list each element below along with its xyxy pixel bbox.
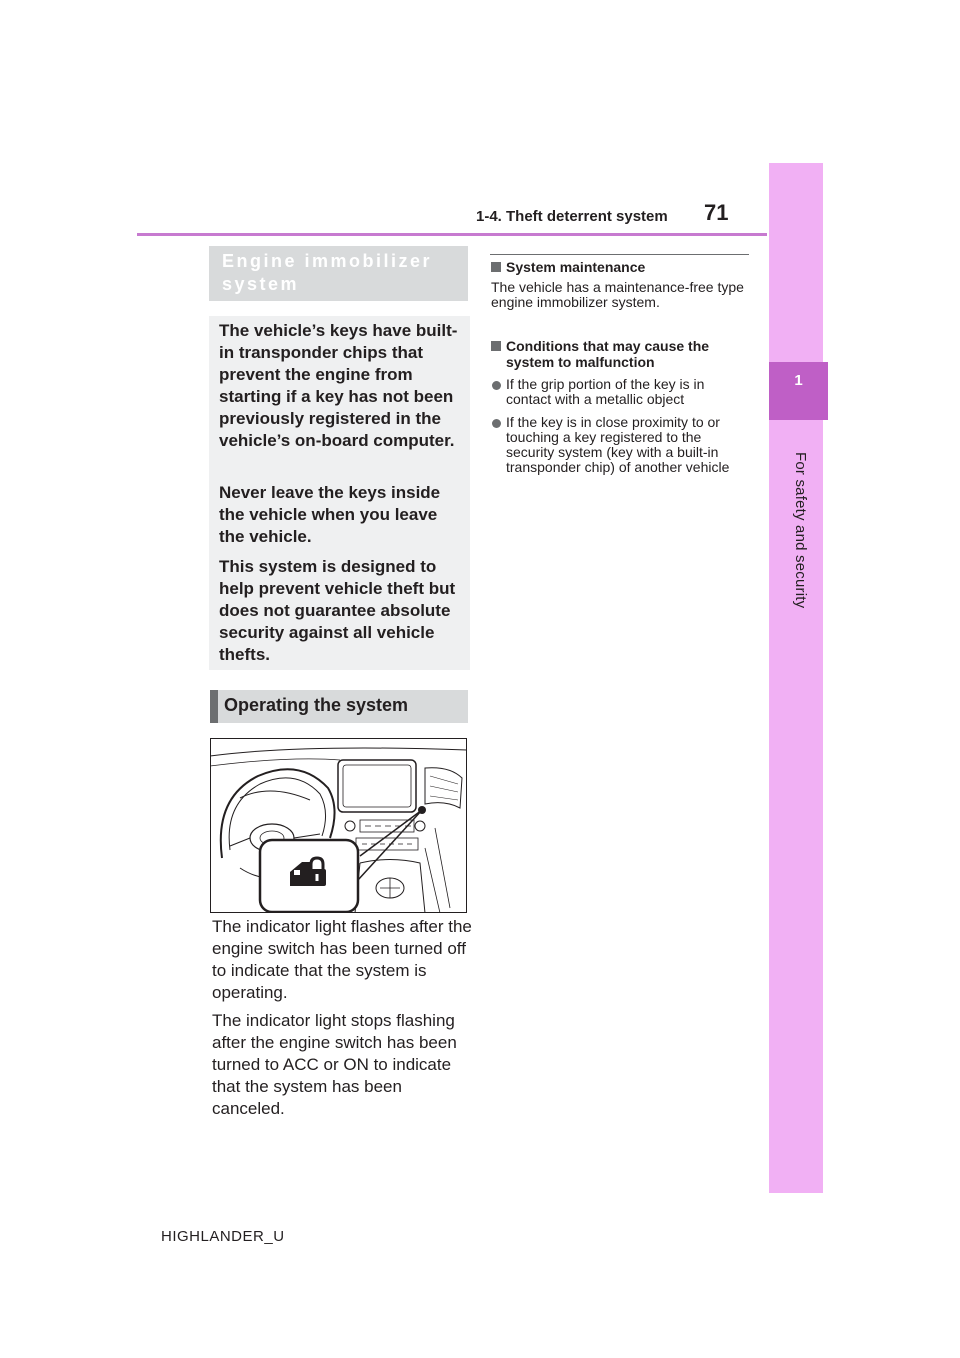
chapter-box [769, 362, 828, 420]
intro-paragraph-1: The vehicle’s keys have built-in transponder chips that prevent the engine from starting if a key has not been previously registered in the vehicle’s on-board computer. [219, 321, 458, 450]
square-bullet-icon [491, 262, 501, 272]
column-rule [490, 254, 749, 255]
section-heading-bar [210, 690, 218, 723]
page-title: Engine immobilizer system [222, 251, 433, 294]
dashboard-illustration [210, 738, 467, 913]
maintenance-heading: System maintenance [506, 259, 646, 275]
body-paragraph-1: The indicator light flashes after the engine switch has been turned off to indicate that the system is operating. [212, 917, 472, 1002]
intro-paragraph-3: This system is designed to help prevent vehicle theft but does not guarantee absolute security against all vehicle thefts. [219, 557, 456, 664]
section-title: 1-4. Theft deterrent system [476, 208, 668, 225]
body-paragraph-2: The indicator light stops flashing after the engine switch has been turned to ACC or ON to indicate that the system has been canceled. [212, 1011, 457, 1118]
section-heading: Operating the system [224, 695, 409, 715]
chapter-title: For safety and security [792, 452, 809, 609]
maintenance-text: The vehicle has a maintenance-free type engine immobilizer system. [491, 279, 744, 310]
condition-item-2: If the key is in close proximity to or touching a key registered to the security system (key with a built-in transponder chip) of another vehicle [506, 414, 730, 475]
side-tab [769, 163, 823, 1193]
square-bullet-icon [491, 341, 501, 351]
condition-item-1: If the grip portion of the key is in contact with a metallic object [506, 376, 705, 407]
footer-model: HIGHLANDER_U [161, 1228, 285, 1245]
round-bullet-icon [492, 381, 501, 390]
page-number: 71 [704, 200, 729, 225]
round-bullet-icon [492, 419, 501, 428]
conditions-heading: Conditions that may cause the system to malfunction [506, 338, 710, 370]
intro-paragraph-2: Never leave the keys inside the vehicle when you leave the vehicle. [219, 483, 441, 546]
header-rule [137, 233, 767, 236]
chapter-number: 1 [794, 372, 803, 389]
